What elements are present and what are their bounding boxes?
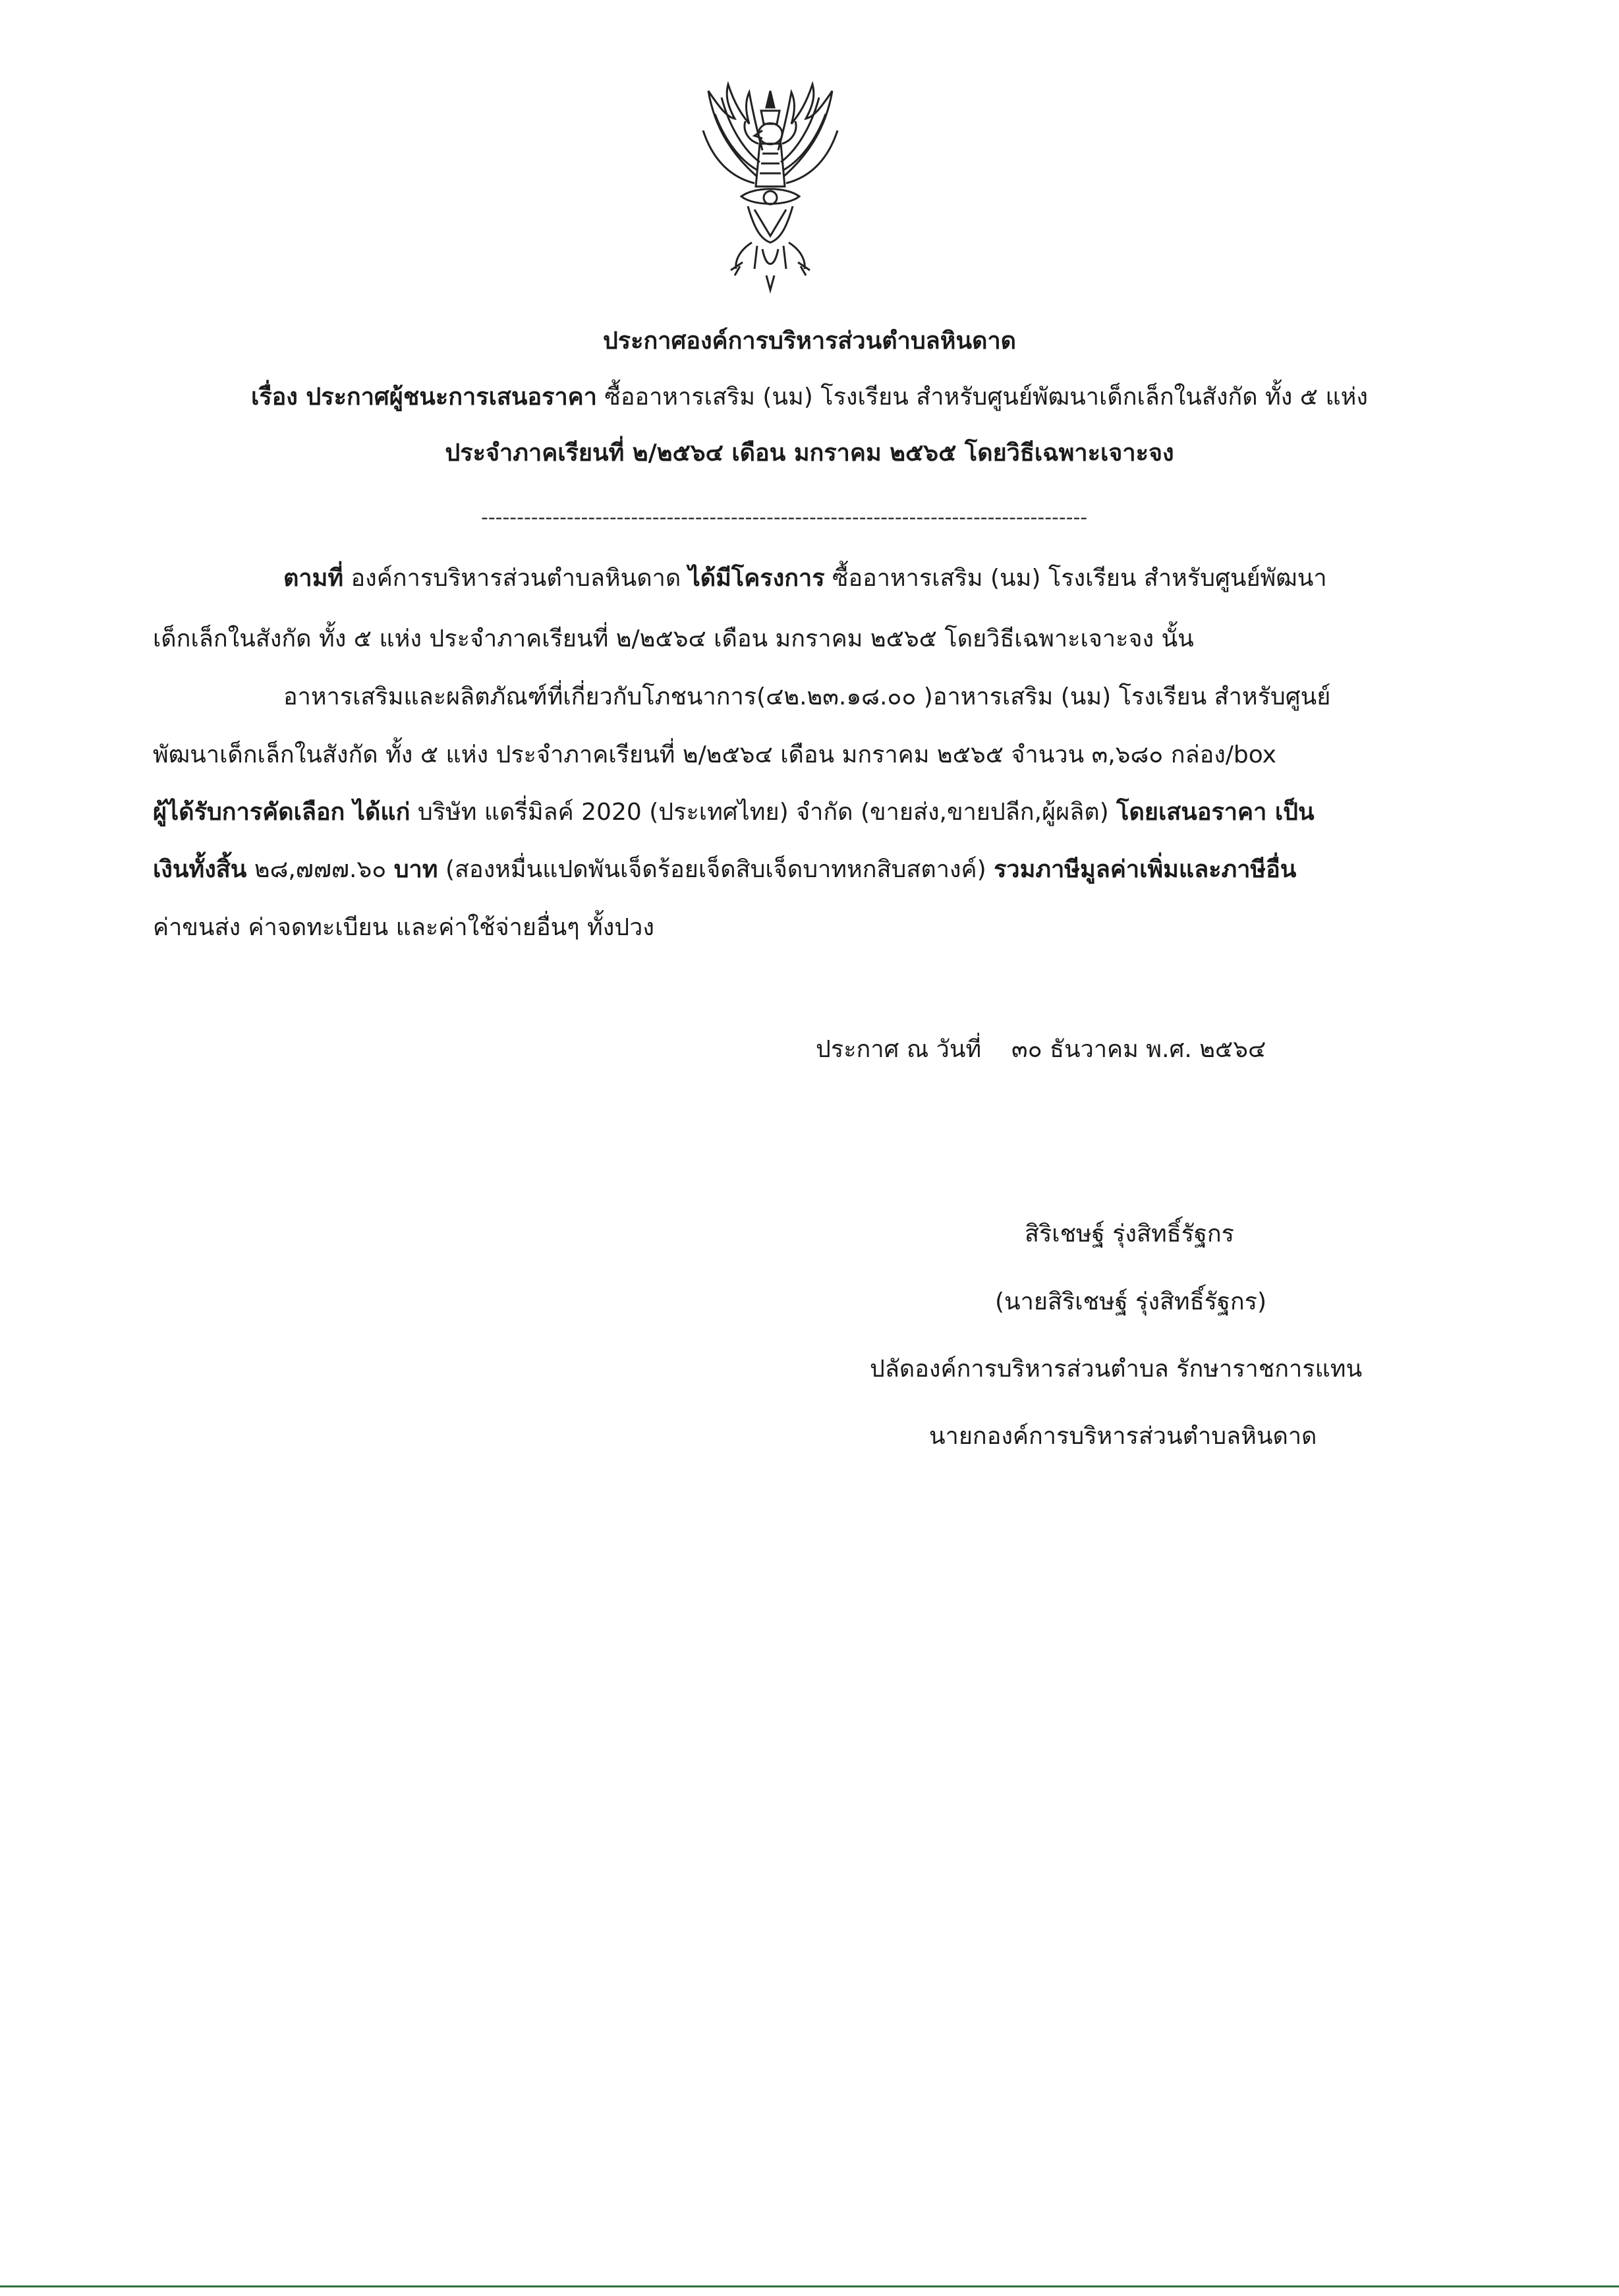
text: องค์การบริหารส่วนตำบลหินดาด bbox=[343, 565, 689, 592]
announcement-subject-line-2: ประจำภาคเรียนที่ ๒/๒๕๖๔ เดือน มกราคม ๒๕๖๕ โดยวิธีเฉพาะเจาะจง bbox=[445, 440, 1174, 467]
announcement-subject-line-1 bbox=[0, 379, 1619, 416]
paragraph-2-line-3 bbox=[153, 794, 1315, 831]
announcement-title: ประกาศองค์การบริหารส่วนตำบลหินดาด bbox=[602, 328, 1017, 355]
text-bold: ผู้ได้รับการคัดเลือก ได้แก่ bbox=[153, 799, 411, 826]
text-bold: บาท bbox=[393, 856, 438, 883]
text: ซื้ออาหารเสริม (นม) โรงเรียน สำหรับศูนย์พัฒนา bbox=[824, 565, 1327, 592]
signer-position-2: นายกองค์การบริหารส่วนตำบลหินดาด bbox=[929, 1423, 1317, 1450]
announcement-date: ประกาศ ณ วันที่ ๓๐ ธันวาคม พ.ศ. ๒๕๖๔ bbox=[816, 1036, 1266, 1063]
paragraph-2-line-2: พัฒนาเด็กเล็กในสังกัด ทั้ง ๕ แห่ง ประจำภาคเรียนที่ ๒/๒๕๖๔ เดือน มกราคม ๒๕๖๕ จำนวน ๓,๖๘๐ กล่อง/box bbox=[153, 741, 1276, 768]
subject-prefix: เรื่อง ประกาศผู้ชนะการเสนอราคา bbox=[251, 384, 597, 411]
signer-position-1: ปลัดองค์การบริหารส่วนตำบล รักษาราชการแทน bbox=[870, 1356, 1363, 1383]
text-bold: โดยเสนอราคา เป็น bbox=[1116, 799, 1315, 826]
page-bottom-rule bbox=[0, 2285, 1619, 2287]
paragraph-2-line-1: อาหารเสริมและผลิตภัณฑ์ที่เกี่ยวกับโภชนาการ(๔๒.๒๓.๑๘.๐๐ )อาหารเสริม (นม) โรงเรียน สำหรับศูนย์ bbox=[283, 683, 1331, 710]
paragraph-1-line-1 bbox=[283, 560, 1327, 597]
paragraph-2-line-4 bbox=[153, 851, 1296, 888]
text-bold: ตามที่ bbox=[283, 565, 344, 592]
signer-full-name: (นายสิริเชษฐ์ รุ่งสิทธิ์รัฐกร) bbox=[995, 1288, 1267, 1315]
garuda-emblem-icon bbox=[689, 78, 852, 295]
signature: สิริเชษฐ์ รุ่งสิทธิ์รัฐกร bbox=[1025, 1220, 1235, 1248]
text: (สองหมื่นแปดพันเจ็ดร้อยเจ็ดสิบเจ็ดบาทหกสิบสตางค์) bbox=[438, 856, 994, 883]
header-divider: ------------------------------------------------------------------------------------- bbox=[481, 506, 1088, 529]
text-bold: ได้มีโครงการ bbox=[688, 565, 825, 592]
subject-text: ซื้ออาหารเสริม (นม) โรงเรียน สำหรับศูนย์พัฒนาเด็กเล็กในสังกัด ทั้ง ๕ แห่ง bbox=[604, 384, 1368, 411]
text: ๒๘,๗๗๗.๖๐ bbox=[246, 856, 394, 883]
paragraph-2-line-5: ค่าขนส่ง ค่าจดทะเบียน และค่าใช้จ่ายอื่นๆ ทั้งปวง bbox=[153, 914, 654, 941]
paragraph-1-line-2: เด็กเล็กในสังกัด ทั้ง ๕ แห่ง ประจำภาคเรียนที่ ๒/๒๕๖๔ เดือน มกราคม ๒๕๖๕ โดยวิธีเฉพาะเจาะจง นั้น bbox=[153, 625, 1194, 652]
text: บริษัท แดรี่มิลค์ 2020 (ประเทศไทย) จำกัด (ขายส่ง,ขายปลีก,ผู้ผลิต) bbox=[410, 799, 1117, 826]
text-bold: รวมภาษีมูลค่าเพิ่มและภาษีอื่น bbox=[994, 856, 1297, 883]
text-bold: เงินทั้งสิ้น bbox=[153, 856, 247, 883]
